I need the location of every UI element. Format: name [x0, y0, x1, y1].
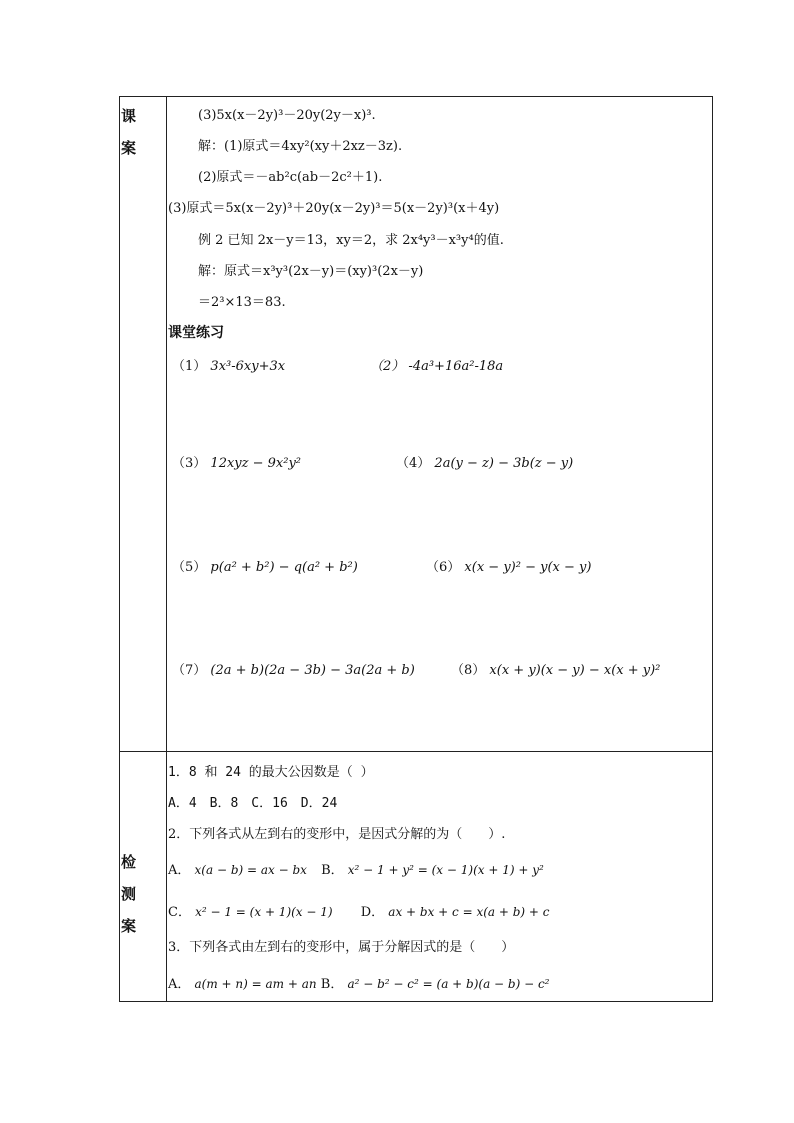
- exercise-expr: 12xyz − 9x²y²: [210, 456, 302, 471]
- exercise-num: （8）: [451, 663, 486, 678]
- lesson-line-4: (3)原式＝5x(x－2y)³＋20y(x－2y)³＝5(x－2y)³(x＋4y): [168, 201, 500, 216]
- test-q1: 1．8 和 24 的最大公因数是（ ）: [168, 765, 374, 780]
- lesson-line-7: ＝2³×13＝83.: [198, 295, 286, 310]
- lesson-line-6: 解：原式＝x³y³(2x－y)＝(xy)³(2x－y): [198, 264, 424, 279]
- exercise-2: [370, 355, 503, 374]
- row-divider: [119, 751, 713, 752]
- lesson-label-char-2: 案: [121, 139, 137, 157]
- lesson-line-1: (3)5x(x－2y)³－20y(2y－x)³.: [198, 108, 376, 123]
- lesson-line-3: (2)原式＝－ab²c(ab－2c²＋1).: [198, 170, 383, 185]
- test-label-char-3: 案: [121, 917, 137, 935]
- lesson-line-5: 例 2 已知 2x－y＝13，xy＝2，求 2x⁴y³－x³y⁴的值.: [198, 233, 504, 248]
- option-expr: a² − b² − c² = (a + b)(a − b) − c²: [347, 977, 550, 991]
- exercise-expr: p(a² + b²) − q(a² + b²): [210, 560, 358, 575]
- option-label: B．: [320, 977, 344, 992]
- exercise-num: （2）: [370, 359, 405, 374]
- exercise-num: （5）: [172, 560, 207, 575]
- lesson-line-2: 解：(1)原式＝4xy²(xy＋2xz－3z).: [198, 139, 403, 154]
- test-q2-options-cd: [168, 901, 550, 920]
- option-expr: a(m + n) = am + an: [194, 977, 317, 991]
- practice-title: 课堂练习: [168, 325, 224, 341]
- test-q2-options-ab: [168, 859, 544, 878]
- exercise-6: [426, 556, 591, 575]
- test-q3: 3．下列各式由左到右的变形中，属于分解因式的是（ ）: [168, 940, 515, 955]
- option-expr: ax + bx + c = x(a + b) + c: [388, 905, 550, 919]
- test-section-label: [121, 846, 161, 942]
- lesson-section-label: [121, 100, 161, 164]
- option-expr: x² − 1 + y² = (x − 1)(x + 1) + y²: [347, 863, 544, 877]
- exercise-expr: 2a(y − z) − 3b(z − y): [434, 456, 574, 471]
- column-divider: [166, 96, 167, 1002]
- exercise-5: [172, 556, 358, 575]
- exercise-num: （4）: [396, 456, 431, 471]
- exercise-1: [172, 355, 285, 374]
- option-label: C．: [168, 905, 191, 920]
- exercise-expr: 3x³-6xy+3x: [210, 359, 286, 374]
- option-label: D．: [360, 905, 385, 920]
- test-label-char-1: 检: [121, 853, 137, 871]
- exercise-num: （3）: [172, 456, 207, 471]
- exercise-expr: (2a + b)(2a − 3b) − 3a(2a + b): [210, 663, 415, 678]
- exercise-8: [451, 659, 660, 678]
- option-expr: x(a − b) = ax − bx: [194, 863, 307, 877]
- test-q2: 2．下列各式从左到右的变形中，是因式分解的为（ ）.: [168, 827, 506, 842]
- exercise-3: [172, 452, 301, 471]
- exercise-7: [172, 659, 415, 678]
- test-q1-options: A．4 B．8 C．16 D．24: [168, 796, 338, 811]
- lesson-label-char-1: 课: [121, 107, 137, 125]
- option-label: B．: [321, 863, 344, 878]
- exercise-expr: x(x − y)² − y(x − y): [464, 560, 592, 575]
- exercise-expr: x(x + y)(x − y) − x(x + y)²: [489, 663, 661, 678]
- exercise-num: （7）: [172, 663, 207, 678]
- option-expr: x² − 1 = (x + 1)(x − 1): [195, 905, 333, 919]
- exercise-num: （1）: [172, 359, 207, 374]
- exercise-num: （6）: [426, 560, 461, 575]
- test-label-char-2: 测: [121, 885, 137, 903]
- exercise-4: [396, 452, 573, 471]
- option-label: A．: [168, 977, 191, 992]
- exercise-expr: -4a³+16a²-18a: [408, 359, 504, 374]
- test-q3-options: [168, 973, 550, 992]
- option-label: A．: [168, 863, 191, 878]
